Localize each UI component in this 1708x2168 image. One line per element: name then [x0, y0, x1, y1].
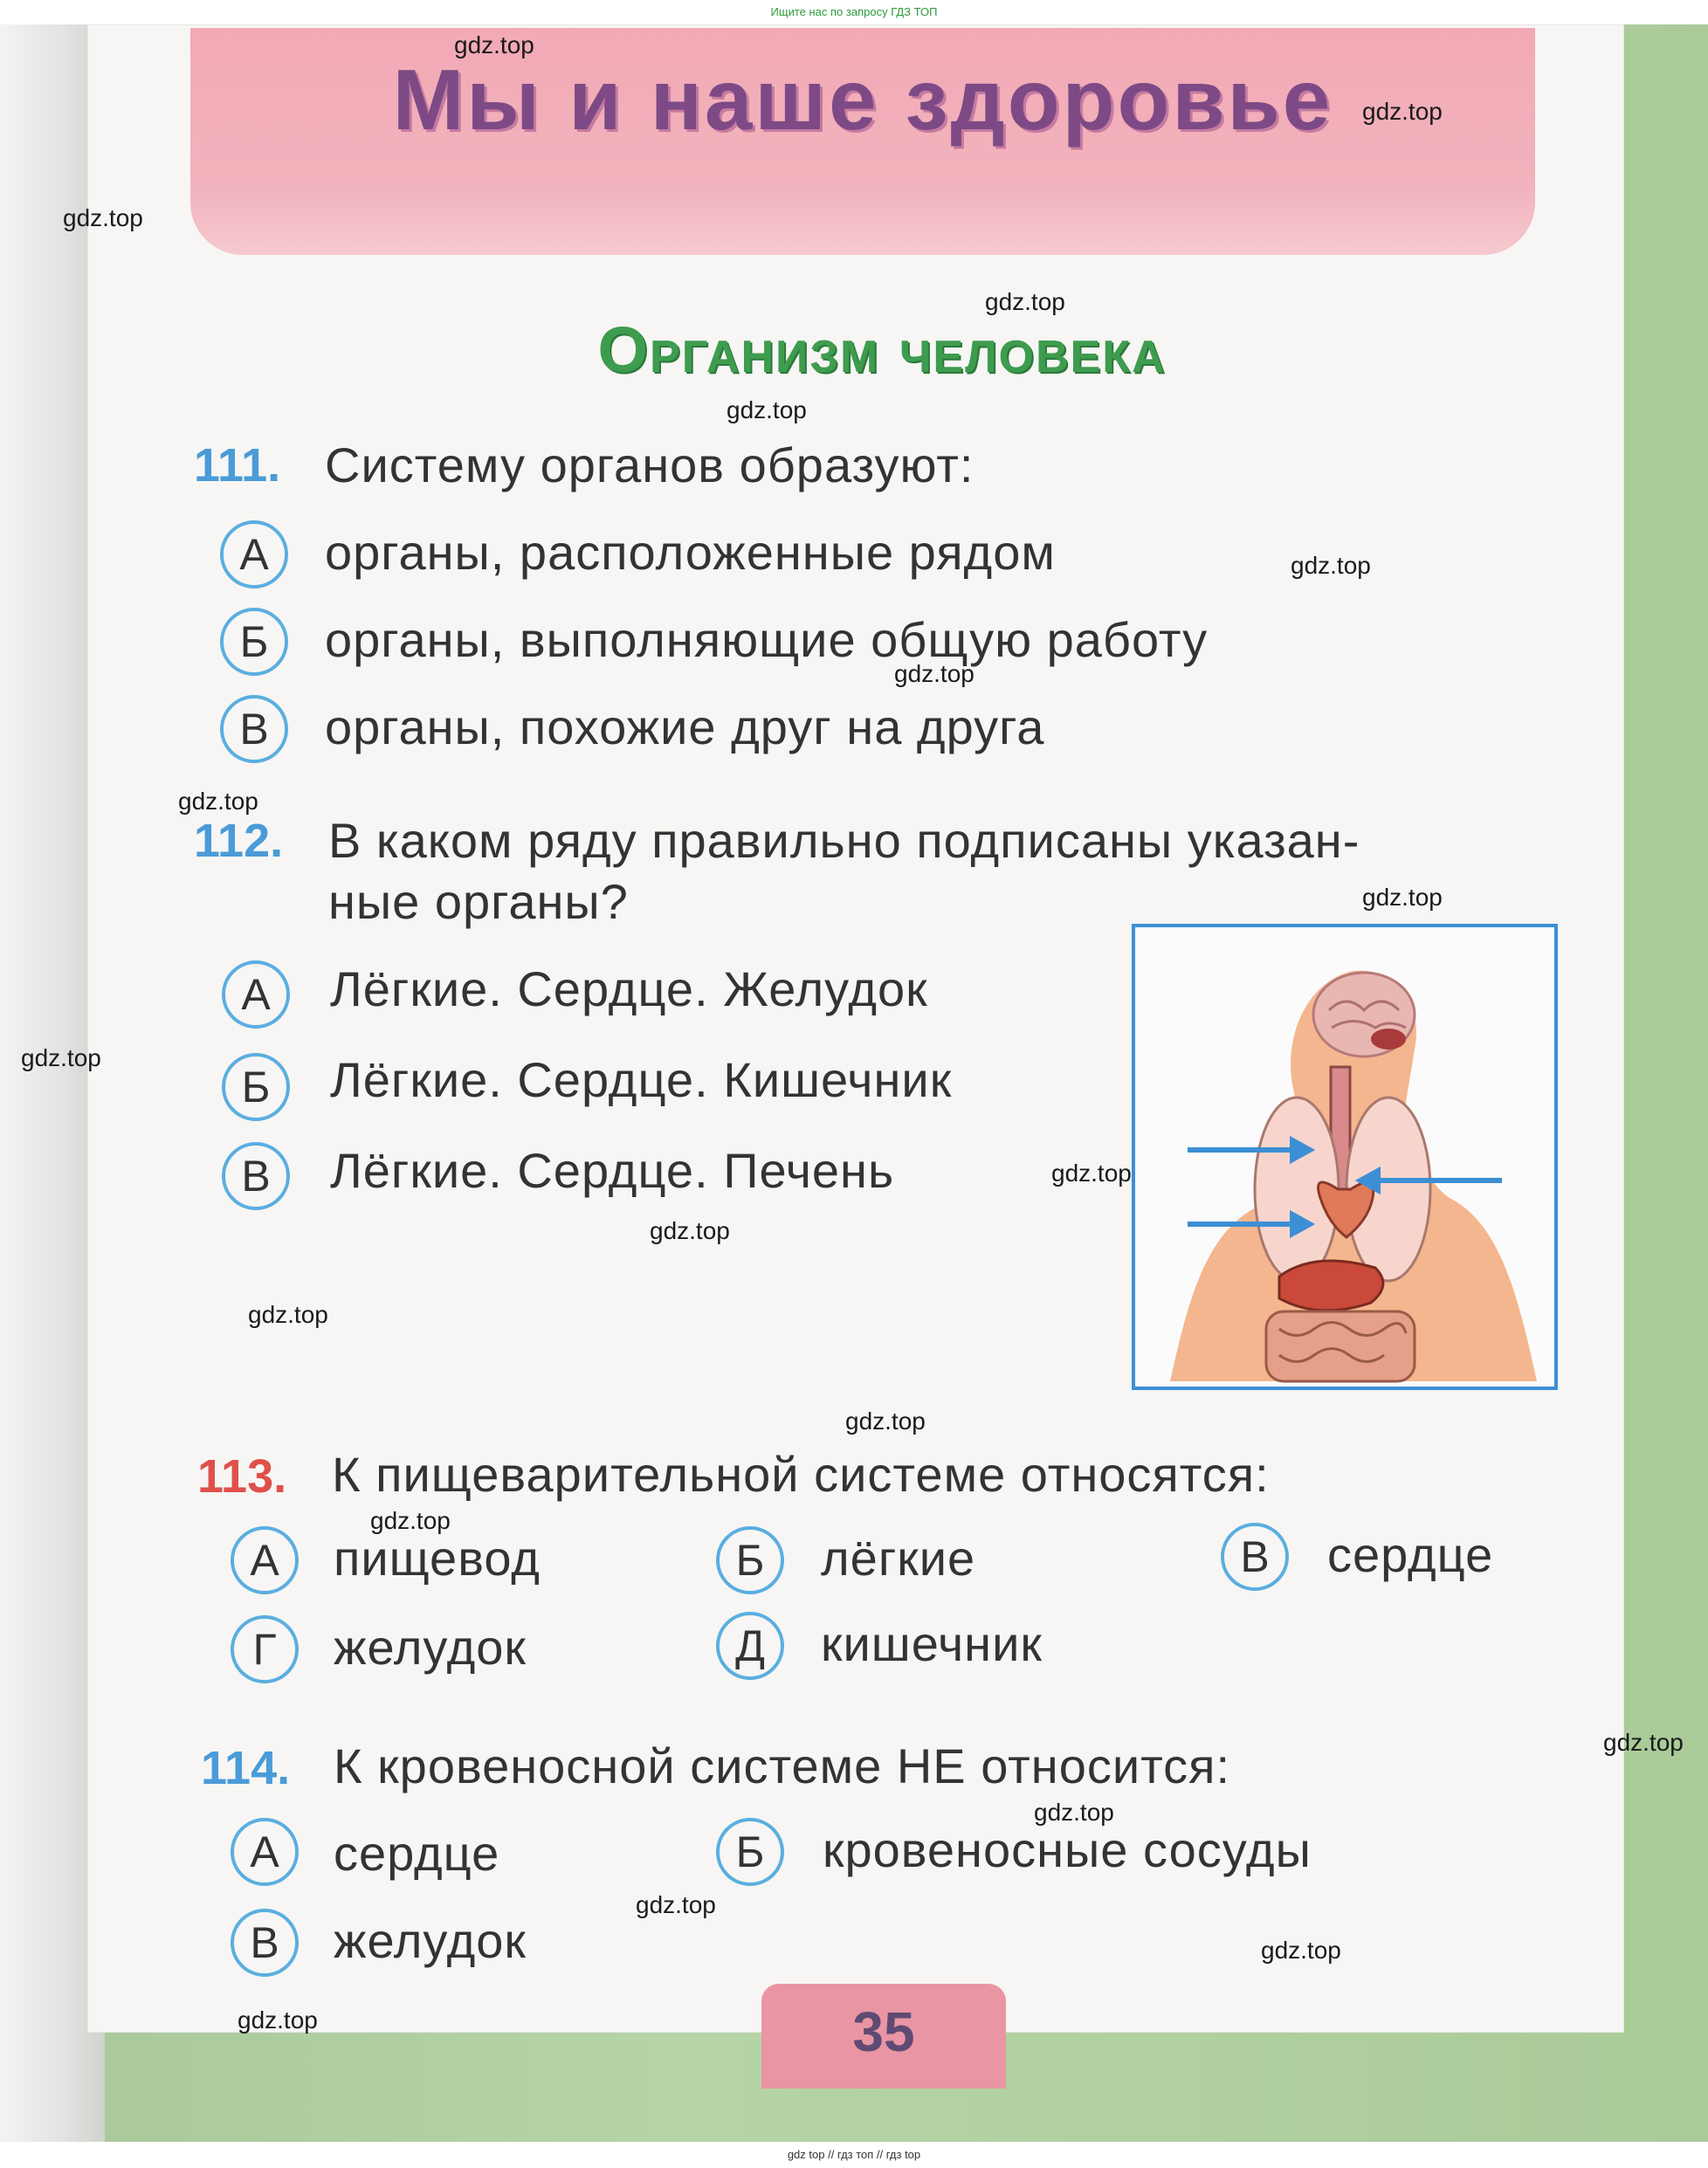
watermark: gdz.top	[1291, 552, 1371, 579]
watermark: gdz.top	[238, 2006, 318, 2034]
q112-option-b-circle[interactable]: Б	[222, 1053, 290, 1121]
question-114-text: К кровеносной системе НЕ относится:	[334, 1738, 1231, 1793]
watermark: gdz.top	[650, 1217, 730, 1244]
question-112-text-line2: ные органы?	[328, 874, 629, 929]
watermark: gdz.top	[1362, 98, 1443, 125]
watermark: gdz.top	[894, 660, 975, 687]
page-number: 35	[852, 2000, 915, 2063]
q113-option-e-circle[interactable]: Д	[716, 1612, 784, 1680]
q114-option-b-text: кровеносные сосуды	[823, 1822, 1312, 1877]
watermark: gdz.top	[985, 288, 1065, 315]
watermark: gdz.top	[727, 396, 807, 423]
q112-option-c-text: Лёгкие. Сердце. Печень	[330, 1143, 895, 1198]
q111-option-b-text: органы, выполняющие общую работу	[325, 612, 1209, 667]
watermark: gdz.top	[845, 1407, 926, 1435]
q113-option-c-text: сердце	[1327, 1527, 1494, 1582]
q113-option-b-circle[interactable]: Б	[716, 1526, 784, 1594]
q113-option-e-text: кишечник	[821, 1616, 1043, 1671]
watermark: gdz.top	[248, 1301, 328, 1328]
q114-option-a-circle[interactable]: А	[231, 1818, 299, 1886]
topic-title: Организм человека	[597, 313, 1167, 386]
watermark: gdz.top	[454, 31, 534, 59]
watermark: gdz.top	[370, 1507, 451, 1534]
watermark: gdz.top	[1051, 1160, 1132, 1187]
q111-option-a-text: органы, расположенные рядом	[325, 525, 1056, 580]
bottom-banner: gdz top // гдз топ // гдз top	[787, 2148, 921, 2161]
q113-option-a-text: пищевод	[334, 1531, 541, 1586]
q113-option-c-circle[interactable]: В	[1221, 1523, 1289, 1591]
q111-option-c-text: органы, похожие друг на друга	[325, 699, 1045, 754]
q114-option-c-text: желудок	[334, 1913, 527, 1968]
q112-option-c-circle[interactable]: В	[222, 1142, 290, 1210]
organs-figure	[1132, 924, 1558, 1390]
q112-option-a-text: Лёгкие. Сердце. Желудок	[330, 961, 928, 1016]
q114-option-b-circle[interactable]: Б	[716, 1818, 784, 1886]
question-111-number: 111.	[194, 439, 281, 492]
question-113-text: К пищеварительной системе относятся:	[332, 1447, 1270, 1502]
q113-option-d-circle[interactable]: Г	[231, 1615, 299, 1683]
question-114-number: 114.	[201, 1742, 291, 1794]
question-112-number: 112.	[194, 815, 284, 867]
watermark: gdz.top	[1362, 884, 1443, 911]
watermark: gdz.top	[1603, 1729, 1684, 1756]
q114-option-c-circle[interactable]: В	[231, 1909, 299, 1977]
top-banner: Ищите нас по запросу ГДЗ ТОП	[770, 5, 938, 18]
watermark: gdz.top	[1034, 1799, 1114, 1826]
q114-option-a-text: сердце	[334, 1826, 500, 1881]
question-112-text-line1: В каком ряду правильно подписаны указан-	[328, 813, 1360, 868]
q111-option-c-circle[interactable]: В	[220, 695, 288, 763]
watermark: gdz.top	[63, 204, 143, 231]
section-title: Мы и наше здоровье	[392, 52, 1333, 148]
q111-option-a-circle[interactable]: А	[220, 520, 288, 588]
q113-option-b-text: лёгкие	[821, 1531, 976, 1586]
q111-option-b-circle[interactable]: Б	[220, 608, 288, 676]
q112-option-a-circle[interactable]: А	[222, 960, 290, 1029]
q113-option-a-circle[interactable]: А	[231, 1526, 299, 1594]
question-113-number: 113.	[197, 1450, 287, 1503]
q112-option-b-text: Лёгкие. Сердце. Кишечник	[330, 1052, 953, 1107]
question-111-text: Систему органов образуют:	[325, 437, 975, 492]
watermark: gdz.top	[1261, 1937, 1341, 1964]
q113-option-d-text: желудок	[334, 1620, 527, 1675]
watermark: gdz.top	[636, 1891, 716, 1918]
watermark: gdz.top	[178, 788, 258, 815]
watermark: gdz.top	[21, 1044, 101, 1071]
human-organs-illustration	[1135, 927, 1554, 1387]
